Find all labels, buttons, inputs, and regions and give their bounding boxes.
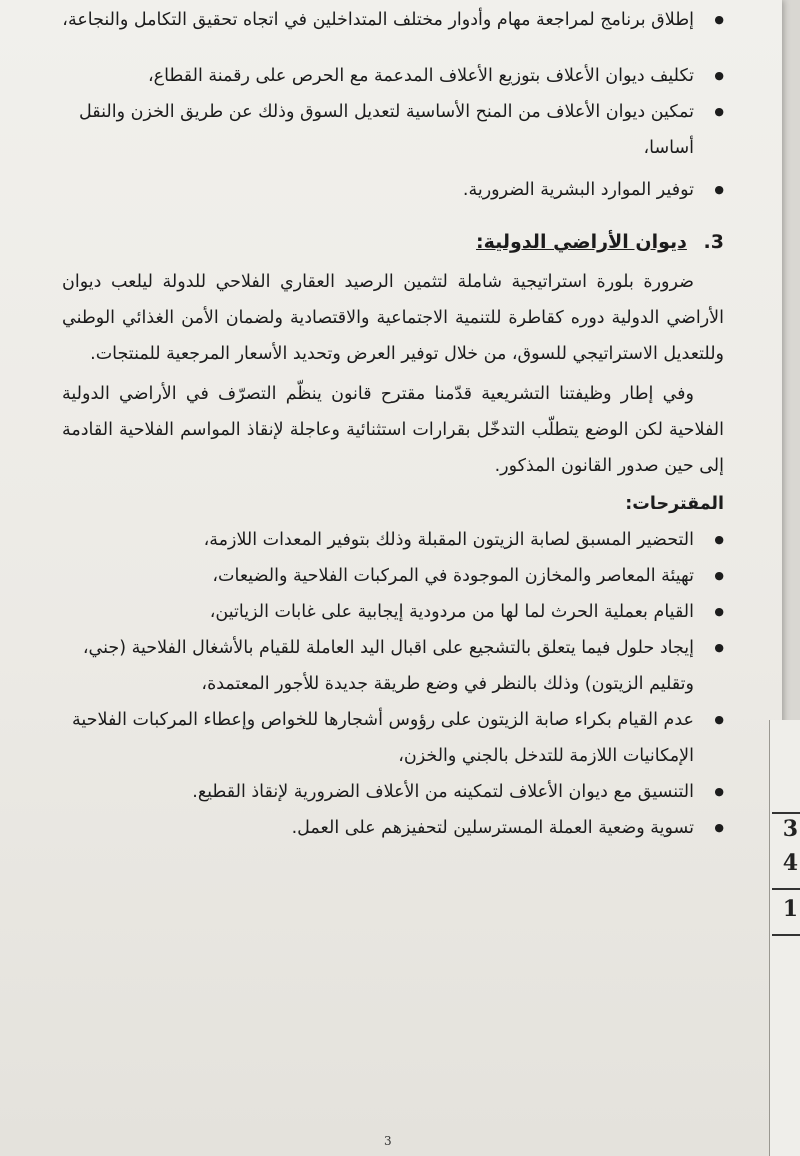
list-item: ● توفير الموارد البشرية الضرورية.	[62, 172, 724, 208]
side-fragment: 1	[782, 896, 798, 922]
list-item: ● التحضير المسبق لصابة الزيتون المقبلة وذلك بتوفير المعدات اللازمة،	[62, 522, 724, 558]
section-number: 3.	[703, 231, 724, 253]
list-item: ● تكليف ديوان الأعلاف بتوزيع الأعلاف المدعمة مع الحرص على رقمنة القطاع،	[62, 58, 724, 94]
list-item: ● تسوية وضعية العملة المسترسلين لتحفيزهم على العمل.	[62, 810, 724, 846]
list-item: ● التنسيق مع ديوان الأعلاف لتمكينه من الأعلاف الضرورية لإنقاذ القطيع.	[62, 774, 724, 810]
side-fragment: 3	[782, 816, 798, 842]
proposals-list	[62, 522, 724, 846]
rule-line	[772, 934, 800, 936]
page-content	[62, 0, 724, 846]
page-number: 3	[384, 1134, 392, 1148]
list-item: ● تهيئة المعاصر والمخازن الموجودة في المركبات الفلاحية والضيعات،	[62, 558, 724, 594]
section-title: ديوان الأراضي الدولية:	[476, 231, 687, 253]
section-heading	[62, 224, 724, 260]
top-bullet-list	[62, 2, 724, 208]
list-item: ● إيجاد حلول فيما يتعلق بالتشجيع على اقبال اليد العاملة للقيام بالأشغال الفلاحية (جني، وتقليم الزيتون) وذلك بالنظر في وضع طريقة جديدة للأجور المعتمدة،	[62, 630, 724, 702]
list-item: ● تمكين ديوان الأعلاف من المنح الأساسية لتعديل السوق وذلك عن طريق الخزن والنقل أساسا،	[62, 94, 724, 166]
list-item: ● إطلاق برنامج لمراجعة مهام وأدوار مختلف المتداخلين في اتجاه تحقيق التكامل والنجاعة،	[62, 2, 724, 38]
list-item: ● عدم القيام بكراء صابة الزيتون على رؤوس أشجارها للخواص وإعطاء المركبات الفلاحية الإمكانيات اللازمة للتدخل بالجني والخزن،	[62, 702, 724, 774]
rule-line	[772, 888, 800, 890]
proposals-heading: المقترحات:	[625, 494, 724, 514]
list-item: ● القيام بعملية الحرث لما لها من مردودية إيجابية على غابات الزياتين،	[62, 594, 724, 630]
adjacent-page-edge	[769, 720, 800, 1156]
rule-line	[772, 812, 800, 814]
paragraph: ضرورة بلورة استراتيجية شاملة لتثمين الرصيد العقاري الفلاحي للدولة ليلعب ديوان الأراضي الدولية دوره كقاطرة للتنمية الاجتماعية والاقتصادية ولضمان الأمن الغذائي الوطني وللتعديل الاستراتيجي للسوق، من خلال توفير العرض وتحديد الأسعار المرجعية للمنتجات.	[62, 272, 724, 364]
side-fragment: 4	[782, 850, 798, 876]
paragraph: وفي إطار وظيفتنا التشريعية قدّمنا مقترح قانون ينظّم التصرّف في الأراضي الدولية الفلاحية لكن الوضع يتطلّب التدخّل بقرارات استثنائية وعاجلة لإنقاذ المواسم الفلاحية القادمة إلى حين صدور القانون المذكور.	[62, 384, 724, 476]
